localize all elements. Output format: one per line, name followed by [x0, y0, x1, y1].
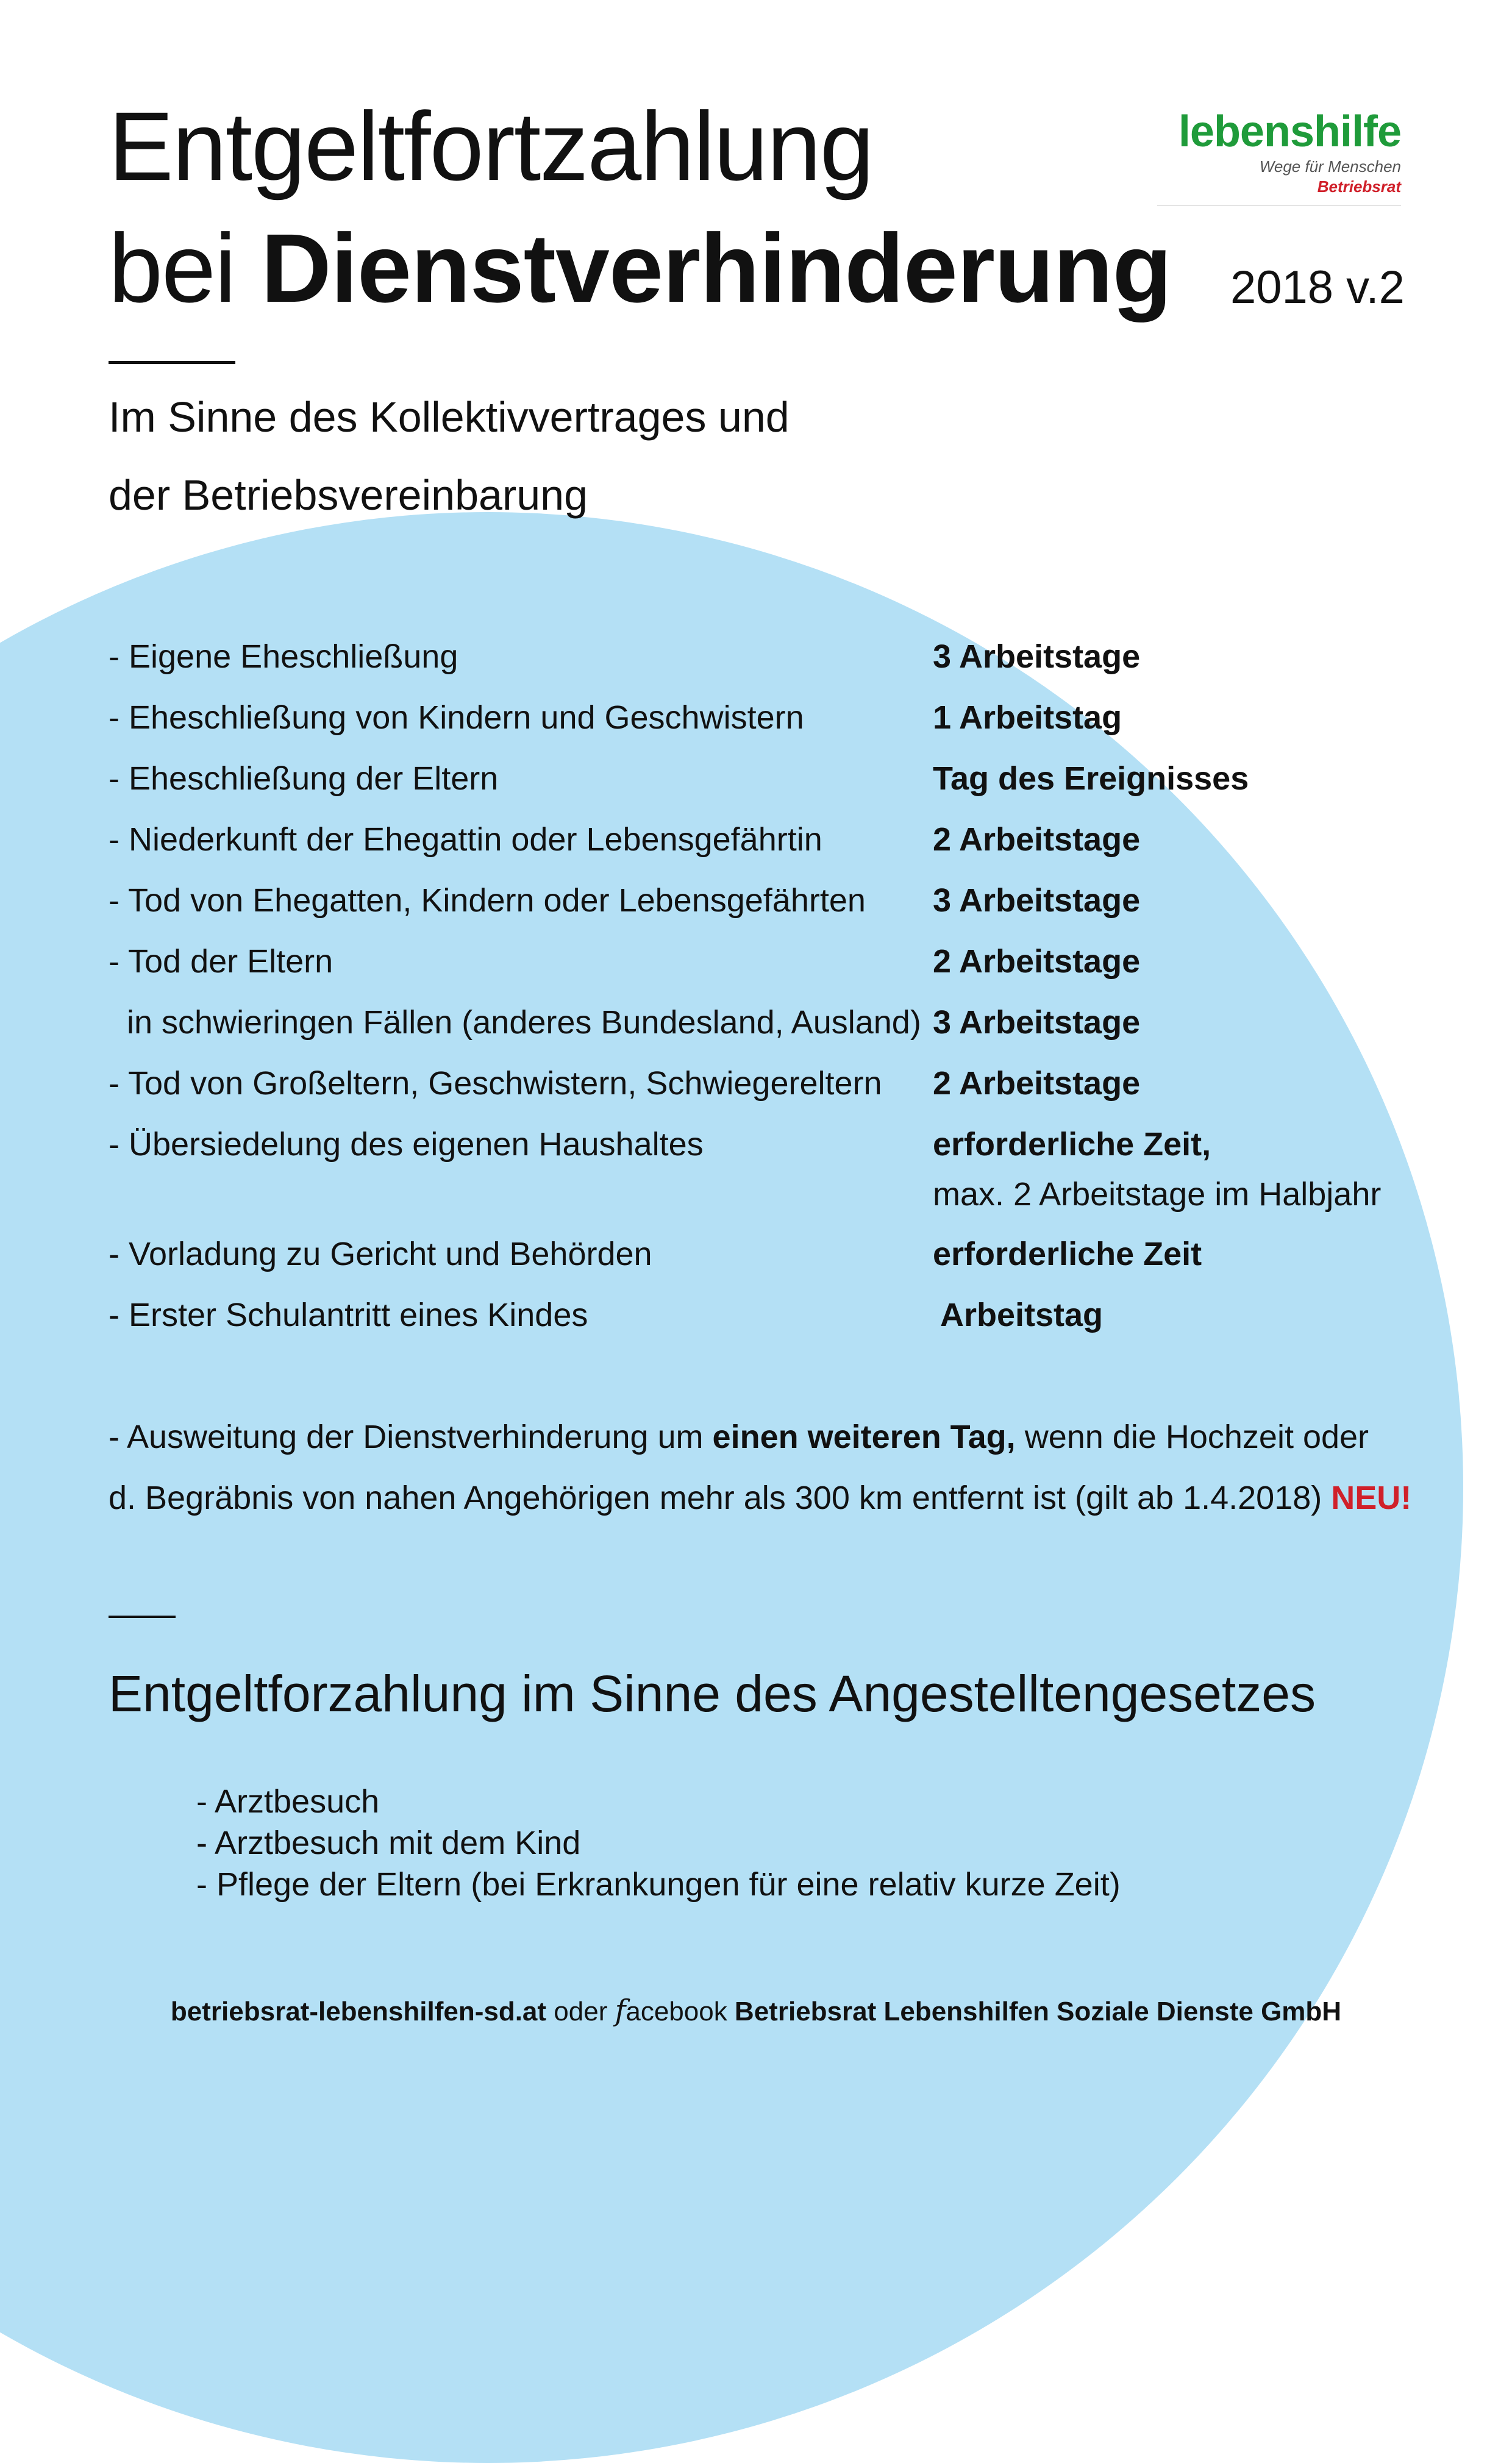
page-title-line1: Entgeltfortzahlung	[109, 91, 873, 201]
entry-label: - Eheschließung von Kindern und Geschwistern	[109, 699, 804, 736]
logo-underline	[1157, 205, 1401, 206]
entry-label: - Tod der Eltern	[109, 943, 333, 980]
list-item: - Arztbesuch	[196, 1783, 380, 1820]
page-title-line2	[109, 213, 1172, 323]
entry-label: in schwieringen Fällen (anderes Bundesland, Ausland)	[109, 1004, 921, 1041]
entry-row	[109, 821, 1438, 882]
subtitle-line2: der Betriebsvereinbarung	[109, 471, 588, 519]
title-prefix: bei	[109, 213, 261, 323]
entry-value: Arbeitstag	[940, 1297, 1104, 1333]
entry-row	[109, 1003, 1438, 1064]
section-divider	[109, 1616, 176, 1618]
entry-label: - Tod von Ehegatten, Kindern oder Lebensgefährten	[109, 882, 866, 919]
note-suffix: wenn die Hochzeit oder	[1015, 1419, 1369, 1455]
entry-value: 3 Arbeitstage	[933, 882, 1141, 919]
title-divider	[109, 361, 235, 364]
entry-value: erforderliche Zeit,	[933, 1126, 1211, 1163]
entry-row	[109, 1296, 1438, 1357]
logo-name: lebenshilfe	[1178, 107, 1401, 156]
subtitle	[109, 378, 790, 534]
version-label: 2018 v.2	[1230, 262, 1405, 313]
entry-value: 2 Arbeitstage	[933, 821, 1141, 858]
note-line2	[109, 1479, 1411, 1517]
entry-value: 3 Arbeitstage	[933, 1004, 1141, 1041]
entry-label: - Vorladung zu Gericht und Behörden	[109, 1236, 652, 1272]
entry-row	[109, 760, 1438, 821]
list-item: - Pflege der Eltern (bei Erkrankungen für eine relativ kurze Zeit)	[196, 1866, 1121, 1903]
entry-value: 3 Arbeitstage	[933, 638, 1141, 675]
logo-unit: Betriebsrat	[1317, 177, 1401, 196]
entry-row	[109, 1125, 1438, 1235]
note-line1	[109, 1418, 1369, 1456]
footer-connector: oder	[546, 1997, 615, 2026]
title-bold: Dienstverhinderung	[260, 213, 1172, 323]
logo-tagline: Wege für Menschen	[1259, 157, 1401, 176]
entry-label: - Niederkunft der Ehegattin oder Lebensgefährtin	[109, 821, 822, 858]
list-item: - Arztbesuch mit dem Kind	[196, 1825, 581, 1861]
entry-value: 2 Arbeitstage	[933, 943, 1141, 980]
subtitle-line1: Im Sinne des Kollektivvertrages und	[109, 393, 790, 441]
entry-row	[109, 1235, 1438, 1296]
entry-label: - Übersiedelung des eigenen Haushaltes	[109, 1126, 704, 1163]
section-title: Entgeltforzahlung im Sinne des Angestelltengesetzes	[109, 1665, 1316, 1722]
entry-row	[109, 943, 1438, 1003]
entry-label: - Eheschließung der Eltern	[109, 760, 499, 797]
facebook-word: acebook	[626, 1997, 727, 2026]
entry-row	[109, 699, 1438, 760]
entry-value: Tag des Ereignisses	[933, 760, 1249, 797]
new-badge: NEU!	[1331, 1480, 1412, 1516]
website-link[interactable]: betriebsrat-lebenshilfen-sd.at	[170, 1997, 547, 2026]
entry-label: - Erster Schulantritt eines Kindes	[109, 1297, 588, 1333]
note-bold: einen weiteren Tag,	[712, 1419, 1016, 1455]
entry-value: erforderliche Zeit	[933, 1236, 1202, 1272]
entry-label: - Eigene Eheschließung	[109, 638, 458, 675]
entry-label: - Tod von Großeltern, Geschwistern, Schwiegereltern	[109, 1065, 882, 1102]
entry-value-note: max. 2 Arbeitstage im Halbjahr	[933, 1176, 1382, 1213]
footer-org: Betriebsrat Lebenshilfen Soziale Dienste GmbH	[727, 1997, 1342, 2026]
entry-row	[109, 882, 1438, 943]
note-text: d. Begräbnis von nahen Angehörigen mehr als 300 km entfernt ist (gilt ab 1.4.2018)	[109, 1480, 1332, 1516]
entry-value: 2 Arbeitstage	[933, 1065, 1141, 1102]
note-prefix: - Ausweitung der Dienstverhinderung um	[109, 1419, 713, 1455]
lebenshilfe-logo	[1157, 107, 1401, 206]
entry-value: 1 Arbeitstag	[933, 699, 1122, 736]
footer	[0, 1994, 1512, 2028]
entry-row	[109, 1064, 1438, 1125]
entry-row	[109, 638, 1438, 699]
facebook-icon: f	[615, 1994, 626, 2028]
